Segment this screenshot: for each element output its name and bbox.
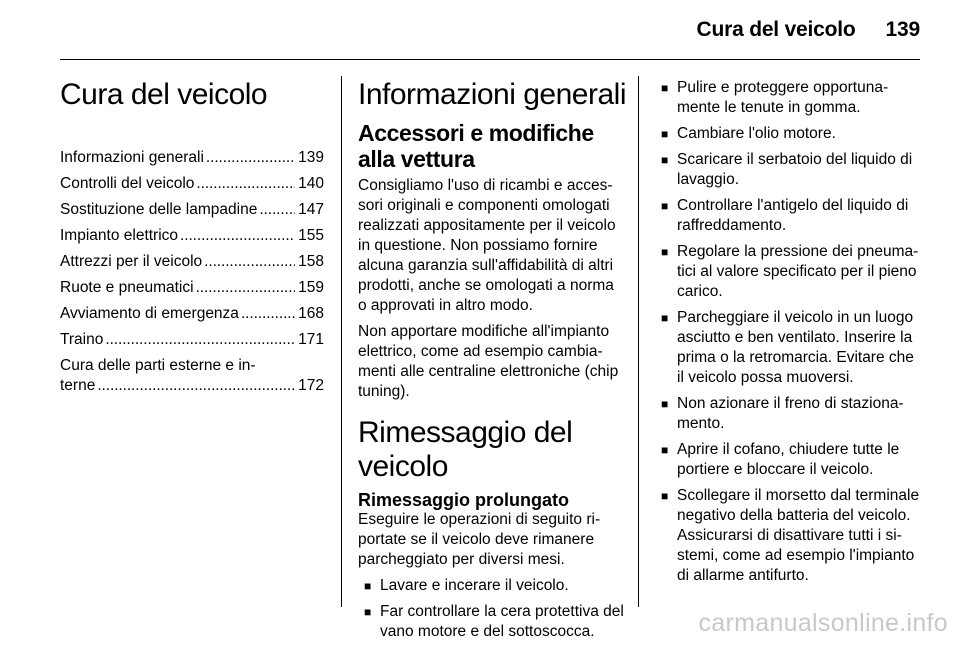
toc-entry-label: terne: [60, 377, 96, 394]
toc-entry-label: Impianto elettrico: [60, 227, 179, 244]
toc-entry-label: Attrezzi per il veicolo: [60, 253, 203, 270]
running-header-title: Cura del veicolo: [696, 18, 856, 41]
toc-entry-label-line1: Cura delle parti esterne e in-: [60, 357, 256, 374]
chapter-title: Cura del veicolo: [60, 78, 268, 111]
bullet-square-icon: ■: [661, 199, 669, 213]
list-item: ■ Pulire e proteggere opportuna-mente le tenute in gomma.: [661, 79, 889, 116]
toc-entry-label: Sostituzione delle lampadine: [60, 201, 258, 218]
toc-entry-page: 139: [298, 149, 324, 166]
bullet-square-icon: ■: [661, 245, 669, 259]
list-item: ■ Scollegare il morsetto dal terminale negativo della batteria del veicolo. Assicurarsi di disattivare tutti i si-stemi, come ad esempio l'impianto di allarme antifurto.: [661, 487, 920, 584]
bullet-list: [661, 78, 923, 586]
toc-entry[interactable]: [60, 252, 324, 272]
toc-entry-label: Ruote e pneumatici: [60, 279, 194, 296]
toc-dot-leader: [194, 278, 296, 298]
toc-dot-leader: [202, 252, 295, 272]
toc-entry-label: Avviamento di emergenza: [60, 305, 239, 322]
paragraph: Consigliamo l'uso di ricambi e acces-sori originali e componenti omologati realizzati appositamente per il veicolo in questione. Non possiamo fornire alcuna garanzia sull'affidabilità di altri prodotti, anche se omologati a norma o approvati in altro modo.: [358, 177, 616, 314]
bullet-square-icon: ■: [661, 153, 669, 167]
bullet-square-icon: ■: [661, 127, 669, 141]
bullet-square-icon: ■: [661, 443, 669, 457]
list-item: ■ Parcheggiare il veicolo in un luogo asciutto e ben ventilato. Inserire la prima o la retromarcia. Evitare che il veicolo possa muoversi.: [661, 309, 914, 386]
running-header: [697, 18, 920, 42]
toc-column: [60, 78, 324, 402]
list-item: ■ Controllare l'antigelo del liquido di raffreddamento.: [661, 197, 909, 234]
toc-entry[interactable]: [60, 174, 324, 194]
toc-dot-leader: [103, 330, 295, 350]
toc-entry[interactable]: [60, 330, 324, 350]
column-divider-1: [341, 76, 342, 607]
toc-entry-page: 147: [298, 201, 324, 218]
toc-entry[interactable]: [60, 356, 324, 396]
toc-dot-leader: [178, 226, 295, 246]
bullet-square-icon: ■: [661, 489, 669, 503]
bullet-square-icon: ■: [364, 605, 372, 619]
toc-dot-leader: [95, 376, 295, 396]
toc-entry[interactable]: [60, 148, 324, 168]
toc-entry[interactable]: [60, 226, 324, 246]
toc-entry-label: Controlli del veicolo: [60, 175, 195, 192]
bullet-list: [364, 576, 626, 642]
page-number: 139: [885, 18, 920, 41]
bullet-square-icon: ■: [661, 81, 669, 95]
column-divider-2: [638, 76, 639, 607]
subsection-title-prolungato: Rimessaggio prolungato: [358, 490, 570, 510]
toc-dot-leader: [239, 304, 295, 324]
list-item: ■ Regolare la pressione dei pneuma-tici al valore specificato per il pieno carico.: [661, 243, 919, 300]
content-column-right: [655, 78, 923, 592]
toc-entry[interactable]: [60, 304, 324, 324]
paragraph: Eseguire le operazioni di seguito ri-portate se il veicolo deve rimanere parcheggiato per diversi mesi.: [358, 511, 601, 568]
list-item: ■ Far controllare la cera protettiva del vano motore e del sottoscocca.: [364, 603, 624, 640]
content-column-middle: [358, 78, 626, 648]
bullet-square-icon: ■: [661, 397, 669, 411]
bullet-square-icon: ■: [364, 579, 372, 593]
toc-dot-leader: [257, 200, 295, 220]
header-rule: [60, 59, 920, 60]
toc-entry-label: Traino: [60, 331, 104, 348]
toc-entry-page: 171: [298, 331, 324, 348]
list-item: ■ Aprire il cofano, chiudere tutte le portiere e bloccare il veicolo.: [661, 441, 900, 478]
list-item: ■ Non azionare il freno di staziona-mento.: [661, 395, 904, 432]
section-title-rimessaggio: Rimessaggio del veicolo: [358, 416, 573, 483]
toc-entry[interactable]: [60, 200, 324, 220]
toc-list: [60, 148, 324, 396]
list-item: ■ Lavare e incerare il veicolo.: [364, 577, 569, 594]
toc-dot-leader: [194, 174, 295, 194]
toc-entry-page: 159: [298, 279, 324, 296]
watermark: carmanualsonline.info: [698, 609, 948, 637]
paragraph: Non apportare modifiche all'impianto elettrico, come ad esempio cambia-menti alle centraline elettroniche (chip tuning).: [358, 323, 619, 400]
toc-entry-page: 155: [298, 227, 324, 244]
toc-entry-page: 168: [298, 305, 324, 322]
toc-entry-page: 172: [298, 377, 324, 394]
toc-entry-page: 140: [298, 175, 324, 192]
bullet-square-icon: ■: [661, 311, 669, 325]
toc-entry-label: Informazioni generali: [60, 149, 204, 166]
toc-entry-page: 158: [298, 253, 324, 270]
section-title-informazioni: Informazioni generali: [358, 78, 626, 111]
toc-dot-leader: [204, 148, 295, 168]
subsection-title-accessori: Accessori e modifiche alla vettura: [358, 120, 594, 172]
toc-entry[interactable]: [60, 278, 324, 298]
list-item: ■ Scaricare il serbatoio del liquido di lavaggio.: [661, 151, 913, 188]
list-item: ■ Cambiare l'olio motore.: [661, 125, 836, 142]
